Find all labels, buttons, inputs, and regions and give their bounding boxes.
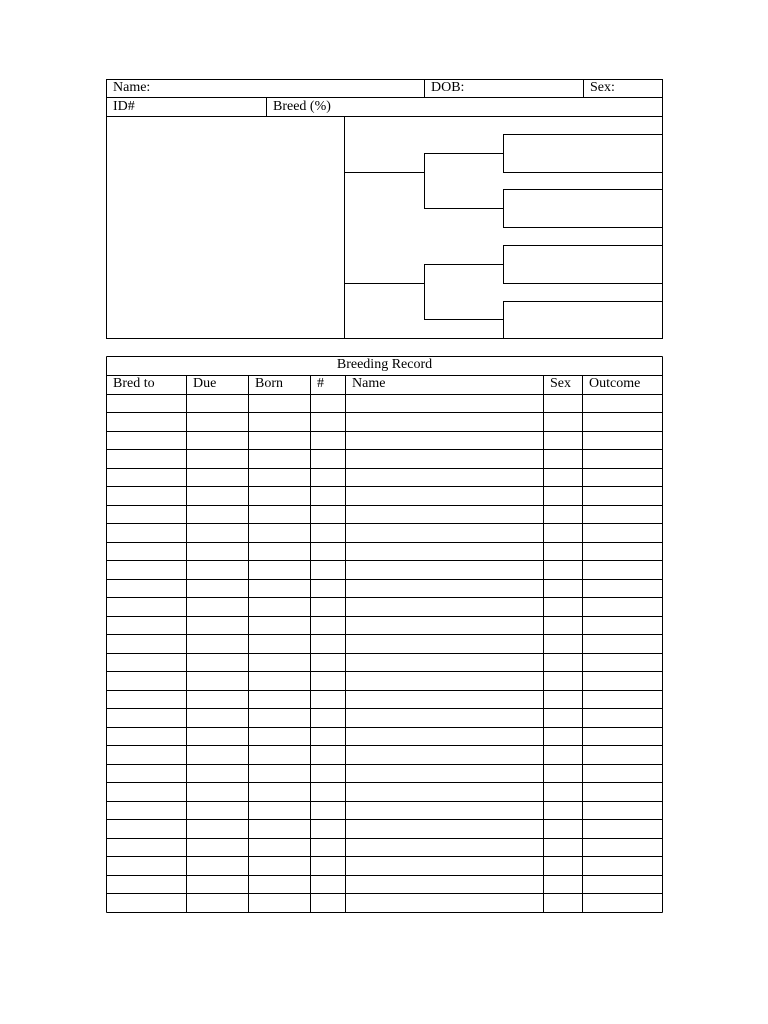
- column-header: Due: [193, 376, 217, 391]
- name-label: Name:: [113, 80, 151, 95]
- sex-label: Sex:: [590, 80, 615, 95]
- breeding-record-title: Breeding Record: [336, 357, 433, 372]
- column-header: #: [317, 376, 324, 391]
- column-header: Sex: [550, 376, 571, 391]
- column-header: Name: [352, 376, 386, 391]
- column-header: Bred to: [113, 376, 155, 391]
- column-header: Born: [255, 376, 283, 391]
- breed-label: Breed (%): [273, 99, 331, 114]
- dob-label: DOB:: [431, 80, 465, 95]
- id-label: ID#: [113, 99, 135, 114]
- column-header: Outcome: [589, 376, 641, 391]
